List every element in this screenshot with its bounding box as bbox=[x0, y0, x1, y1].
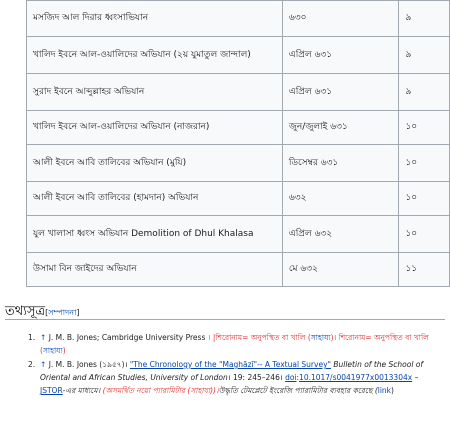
citation-error: । শিরোনাম= অনুপস্থিত বা খালি bbox=[333, 333, 429, 342]
reference-author: J. M. B. Jones bbox=[48, 333, 97, 342]
reference-publisher: ; Cambridge University Press bbox=[96, 333, 206, 342]
article-title-link[interactable]: "The Chronology of the "Maghāzī"-- A Textual Survey" bbox=[129, 360, 331, 369]
edit-section bbox=[45, 308, 79, 317]
jstor-link[interactable]: JSTOR bbox=[40, 386, 63, 395]
backlink-caret[interactable]: ↑ bbox=[40, 333, 47, 342]
table-row bbox=[27, 145, 450, 182]
number-cell: ১০ bbox=[399, 111, 450, 145]
backlink-caret[interactable]: ↑ bbox=[40, 360, 47, 369]
maint-text: উদ্ধৃতি টেমপ্লেটে ইংরেজি প্যারামিটার ব্যবহার করেছে ( bbox=[218, 386, 378, 395]
citation-error: । |শিরোনাম= অনুপস্থিত বা খালি bbox=[207, 333, 306, 342]
citation-error: (অসমর্থিত নয়ো প্যারামিটার (সাহায্য))। bbox=[102, 386, 219, 395]
event-cell: খালিদ ইবনে আল-ওয়ালিদের অভিযান (২য় যুমাতুল জান্দাল) bbox=[27, 37, 283, 74]
campaigns-table bbox=[26, 0, 450, 287]
reference-item: 1. ↑ J. M. B. Jones; Cambridge University Press । |শিরোনাম= অনুপস্থিত বা খালি (সাহায্য)। শিরোনাম= অনুপস্থিত বা খালি (সাহায্য) bbox=[28, 333, 429, 355]
date-cell: এপ্রিল ৬৩১ bbox=[282, 74, 399, 111]
date-cell: মে ৬৩২ bbox=[282, 253, 399, 287]
reference-number: 2. bbox=[28, 360, 36, 369]
event-cell: খালিদ ইবনে আল-ওয়ালিদের অভিযান (নাজরান) bbox=[27, 111, 283, 145]
date-cell: ৬৩২ bbox=[282, 182, 399, 216]
references-heading bbox=[5, 300, 445, 320]
date-cell: ৬৩০ bbox=[282, 1, 399, 37]
event-cell: উসামা বিন জাইদের অভিযান bbox=[27, 253, 283, 287]
campaigns-table-container bbox=[26, 0, 450, 287]
maint-link[interactable]: link bbox=[377, 386, 392, 395]
number-cell: ১১ bbox=[399, 253, 450, 287]
number-cell: ১০ bbox=[399, 182, 450, 216]
date-cell: এপ্রিল ৬৩২ bbox=[282, 216, 399, 253]
table-row bbox=[27, 37, 450, 74]
help-link[interactable]: সাহায্য bbox=[310, 333, 331, 342]
table-row bbox=[27, 1, 450, 37]
table-row bbox=[27, 216, 450, 253]
number-cell: ৯ bbox=[399, 1, 450, 37]
table-row bbox=[27, 182, 450, 216]
doi-label-link[interactable]: doi bbox=[285, 373, 297, 382]
edit-link[interactable]: সম্পাদনা bbox=[48, 308, 77, 317]
number-cell: ১০ bbox=[399, 216, 450, 253]
via-text: -এর মাধ্যমে। bbox=[62, 386, 101, 395]
event-cell: আলী ইবনে আবি তালিবের অভিযান (মুযি) bbox=[27, 145, 283, 182]
number-cell: ১০ bbox=[399, 145, 450, 182]
table-row bbox=[27, 74, 450, 111]
journal-name: Bulletin of the School of Oriental and African Studies, University of London bbox=[40, 360, 424, 382]
event-cell: আলী ইবনে আবি তালিবের (হামদান) অভিযান bbox=[27, 182, 283, 216]
reference-item: 2. ↑ J. M. B. Jones (১৯৫৭)। "The Chronology of the "Maghāzī"-- A Textual Survey" Bulletin of the School of Oriental and African Studies, University of London। 19: 245–246। doi:10.1017/s0041977x0013304x – JSTOR-এর মাধ্যমে। (অসমর্থিত নয়ো প্যারামিটার (সাহায্য))।উদ্ধৃতি টেমপ্লেটে ইংরেজি প্যারামিটার ব্যবহার করেছে (link) bbox=[28, 360, 424, 395]
event-cell: যুল খালাসা ধ্বংস অভিযান Demolition of Dhul Khalasa bbox=[27, 216, 283, 253]
reference-number: 1. bbox=[28, 333, 36, 342]
date-cell: এপ্রিল ৬৩১ bbox=[282, 37, 399, 74]
event-cell: মসজিদ আল দিরার ধ্বংসাভিযান bbox=[27, 1, 283, 37]
date-cell: জুন/জুলাই ৬৩১ bbox=[282, 111, 399, 145]
edit-bracket-open: [ bbox=[45, 308, 49, 317]
table-row bbox=[27, 111, 450, 145]
volume-pages: । 19: 245–246। bbox=[227, 373, 283, 382]
reference-author: J. M. B. Jones (১৯৫৭)। bbox=[48, 360, 128, 369]
number-cell: ৯ bbox=[399, 74, 450, 111]
help-link[interactable]: সাহায্য bbox=[42, 346, 63, 355]
date-cell: ডিসেম্বর ৬৩১ bbox=[282, 145, 399, 182]
references-title: তথ্যসূত্র bbox=[5, 304, 46, 319]
doi-link[interactable]: 10.1017/s0041977x0013304x bbox=[299, 373, 413, 382]
references-list bbox=[28, 331, 446, 397]
table-row bbox=[27, 253, 450, 287]
event-cell: সুরাদ ইবনে আব্দুল্লাহর অভিযান bbox=[27, 74, 283, 111]
edit-bracket-close: ] bbox=[76, 308, 80, 317]
number-cell: ৯ bbox=[399, 37, 450, 74]
maint-close: ) bbox=[391, 386, 394, 395]
